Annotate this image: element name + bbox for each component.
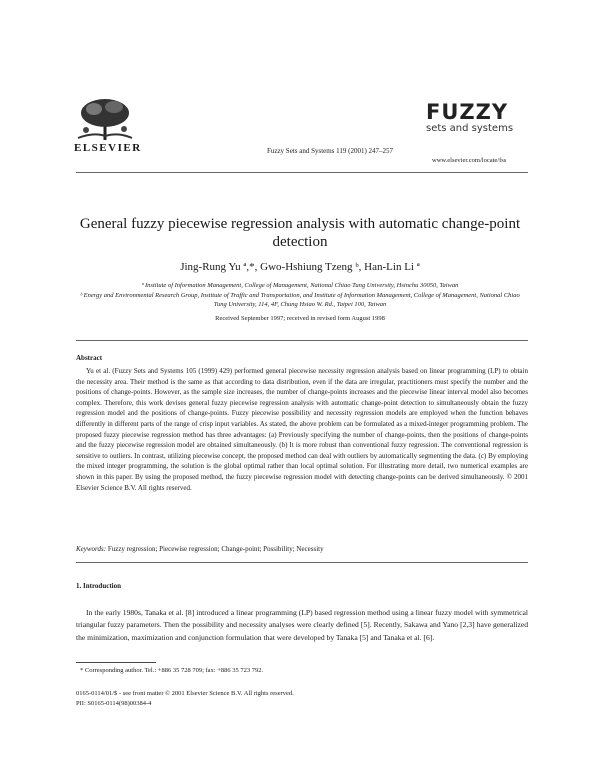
authors: Jing-Rung Yu ª,*, Gwo-Hshiung Tzeng ᵇ, Han-Lin Li ª [180,261,420,273]
keywords-text: Fuzzy regression; Piecewise regression; Change-point; Possibility; Necessity [107,545,324,553]
received-dates: Received September 1997; received in revised form August 1998 [215,315,385,322]
journal-logo [426,101,520,135]
keywords [76,545,324,553]
journal-url[interactable]: www.elsevier.com/locate/fss [432,157,507,164]
publisher-name: ELSEVIER [74,142,142,154]
introduction-text: In the early 1980s, Tanaka et al. [8] introduced a linear programming (LP) based regression method using a linear fuzzy model with symmetrical triangular fuzzy parameters. Then the possibility and necessity analyses were clearly defined [5]. Recently, Sakawa and Yano [2,3] have generalized the minimization, maximization and conjunction formulation that were developed by Tanaka [5] and Tanaka et al. [6]. [76,608,528,642]
abstract-bottom-rule [76,562,528,563]
abstract-top-rule [76,340,528,341]
affiliations [80,281,520,310]
elsevier-tree-logo [74,96,136,142]
affiliation-b: ᵇ Energy and Environmental Research Group, Institute of Traffic and Transportation, and Institute of Information Management, College of Management, National Chiao Tung University, 114, 4F, Chung Hsiao W. Rd., Taipei 100, Taiwan [80,291,520,308]
abstract-heading: Abstract [76,354,103,362]
paper-title: General fuzzy piecewise regression analysis with automatic change-point detection [79,216,521,250]
journal-logo-word: FUZZY [426,100,509,124]
pii-line: PII: S0165-0114(98)00384-4 [76,700,152,707]
journal-citation: Fuzzy Sets and Systems 119 (2001) 247–257 [266,147,394,155]
section-heading: 1. Introduction [76,582,121,590]
issn-line: 0165-0114/01/$ - see front matter © 2001 Elsevier Science B.V. All rights reserved. [76,690,294,697]
footnote: * Corresponding author. Tel.: +886 35 728 709; fax: +886 35 723 792. [80,667,264,674]
journal-logo-sub: sets and systems [426,123,514,134]
abstract-text: Yu et al. (Fuzzy Sets and Systems 105 (1999) 429) performed general piecewise necessity regression analysis based on linear programming (LP) to obtain the necessity area. Their method is the same as that according to data distribution, even if the data are irregular, practitioners must specify the number and the positions of change-points. However, as the sample size increases, the number of change-points increases and the piecewise linear interval model also becomes complex. Therefore, this work devises general fuzzy piecewise regression analysis with automatic change-point detection to simultaneously obtain the fuzzy regression model and the positions of change-points. Fuzzy piecewise possibility and necessity regression models are employed when the function behaves differently in different parts of the range of crisp input variables. As stated, the above problem can be formulated as a mixed-integer programming problem. The proposed fuzzy piecewise regression method has three advantages: (a) Previously specifying the number of change-points, then the positions of change-points and the fuzzy piecewise regression model are obtained simultaneously. (b) It is more robust than conventional fuzzy regression. The conventional regression is sensitive to outliers. In contrast, utilizing piecewise concept, the proposed method can deal with outliers by automatically segmenting the data. (c) By employing the mixed integer programming, the solution is the global optimal rather than local optimal solution. For illustrating more detail, two numerical examples are shown in this paper. By using the proposed method, the fuzzy piecewise regression model with detecting change-points can be derived simultaneously. © 2001 Elsevier Science B.V. All rights reserved. [76,367,528,492]
footnote-rule [76,662,156,663]
affiliation-a: ª Institute of Information Management, College of Management, National Chiao Tung University, Hsinchu 30050, Taiwan [141,282,459,289]
header-rule [76,172,528,173]
keywords-label: Keywords: [76,545,107,553]
